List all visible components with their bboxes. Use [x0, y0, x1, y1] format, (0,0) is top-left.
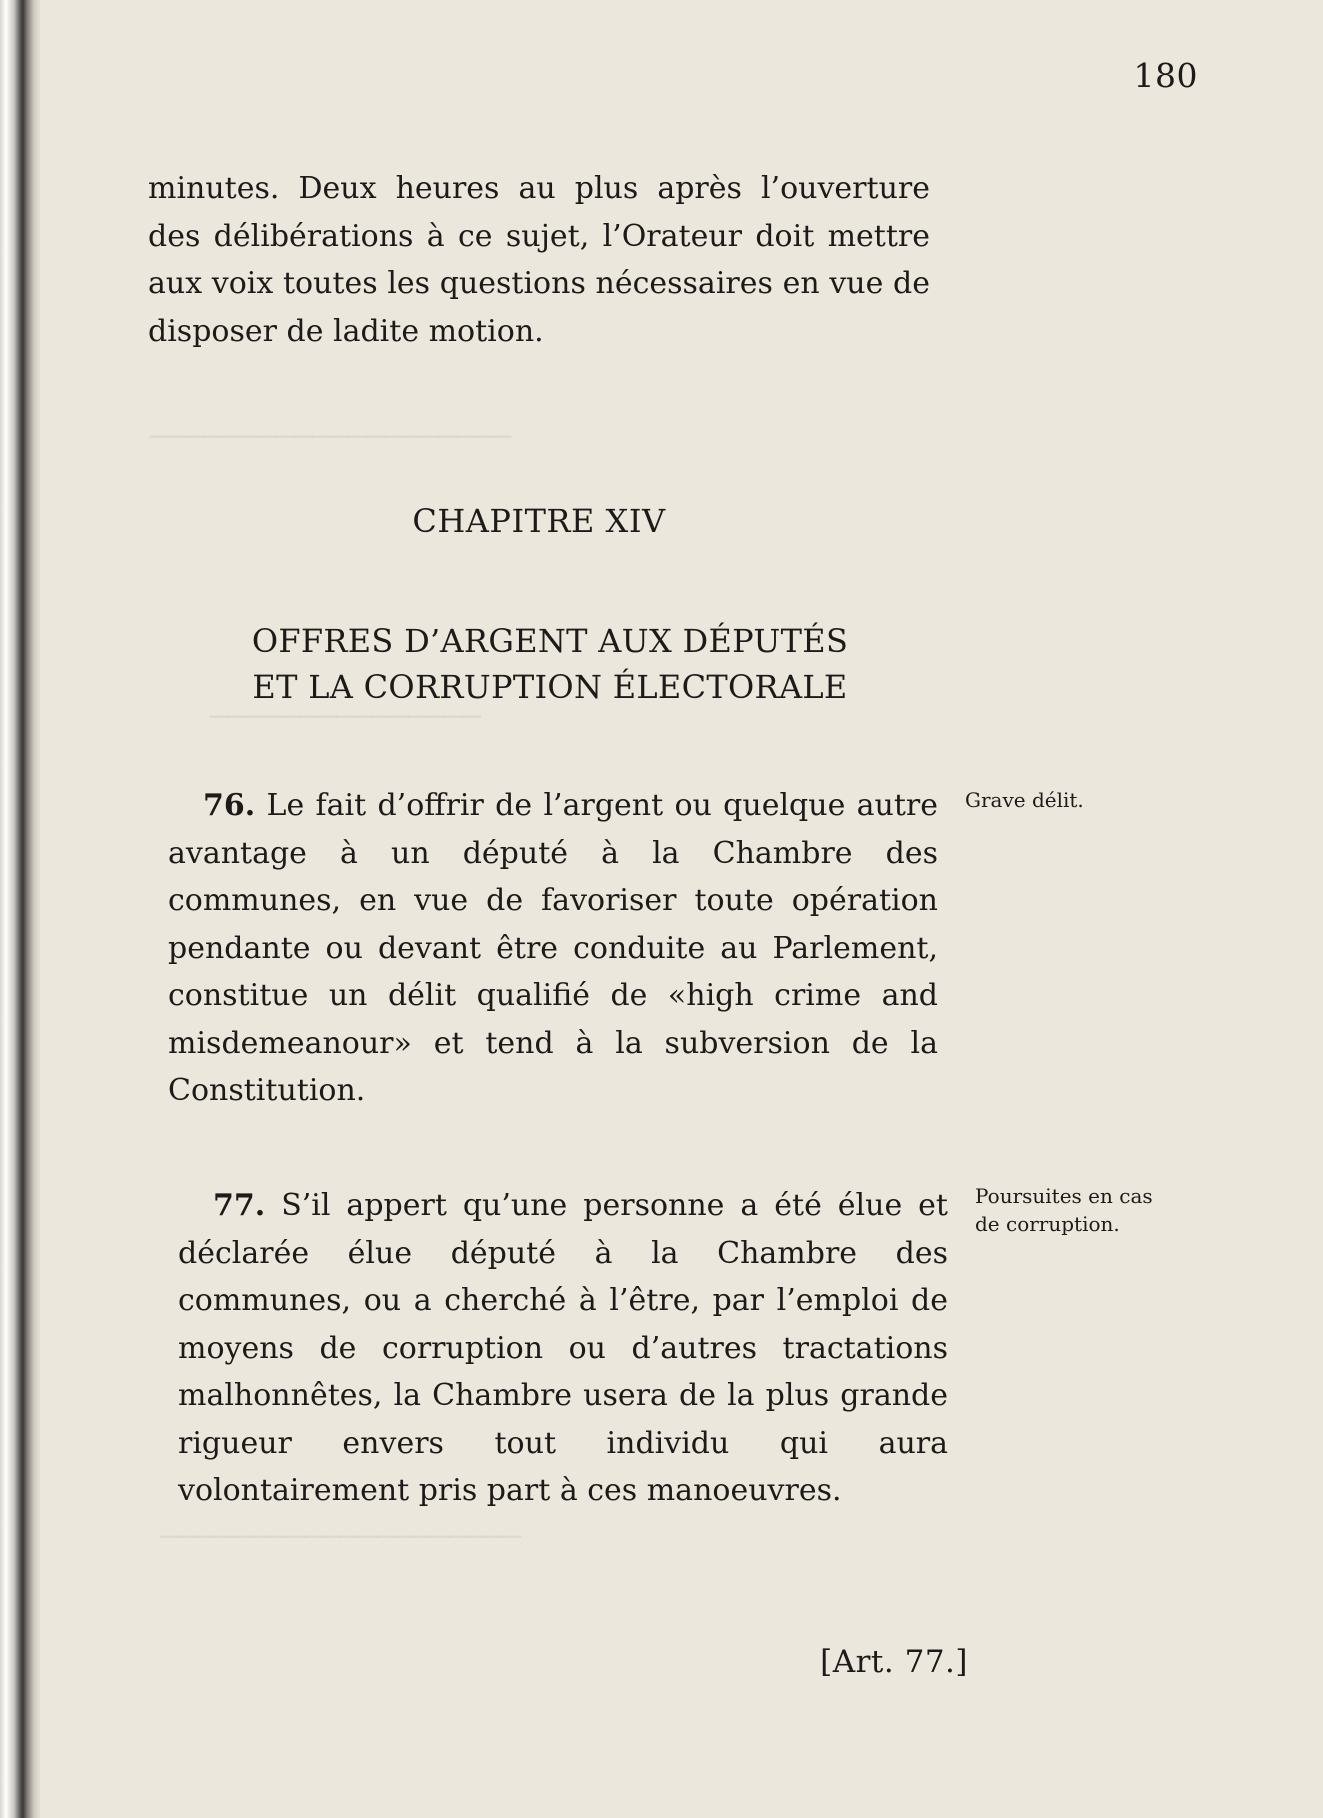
article-number: 76.	[203, 788, 256, 823]
article-76	[168, 782, 938, 1115]
page-number: 180	[1133, 56, 1198, 95]
article-text: S’il appert qu’une personne a été élue et déclarée élue député à la Chambre des communes, ou a cherché à l’être, par l’emploi de moyens de corruption ou d’autres tractations malhonnêtes, la Chambre usera de la plus grande rigueur envers tout individu qui aura volontairement pris part à ces manoeuvres.	[178, 1188, 948, 1508]
section-heading	[130, 618, 970, 710]
book-binding-edge	[0, 0, 40, 1818]
section-heading-line-1: OFFRES D’ARGENT AUX DÉPUTÉS	[251, 622, 849, 660]
footer-article-reference: [Art. 77.]	[820, 1644, 968, 1680]
continuation-text: minutes. Deux heures au plus après l’ouverture des délibérations à ce sujet, l’Orateur doit mettre aux voix toutes les questions nécessaires en vue de disposer de ladite motion.	[148, 171, 930, 349]
article-number: 77.	[213, 1188, 266, 1223]
show-through-text: ────────────────────	[160, 1520, 522, 1555]
show-through-text: ───────────────	[210, 700, 481, 735]
article-77	[178, 1182, 948, 1515]
article-text: Le fait d’offrir de l’argent ou quelque autre avantage à un député à la Chambre des communes, en vue de favoriser toute opération pendante ou devant être conduite au Parlement, constitue un délit qualifié de «high crime and misdemeanour» et tend à la subversion de la Constitution.	[168, 788, 938, 1108]
section-heading-line-2: ET LA CORRUPTION ÉLECTORALE	[252, 668, 848, 706]
margin-note-76: Grave délit.	[965, 788, 1084, 812]
chapter-title: CHAPITRE XIV	[412, 502, 666, 540]
continuation-paragraph	[148, 165, 930, 355]
show-through-text: ────────────────────	[150, 420, 512, 455]
margin-note-77: Poursuites en cas de corruption.	[975, 1184, 1153, 1236]
